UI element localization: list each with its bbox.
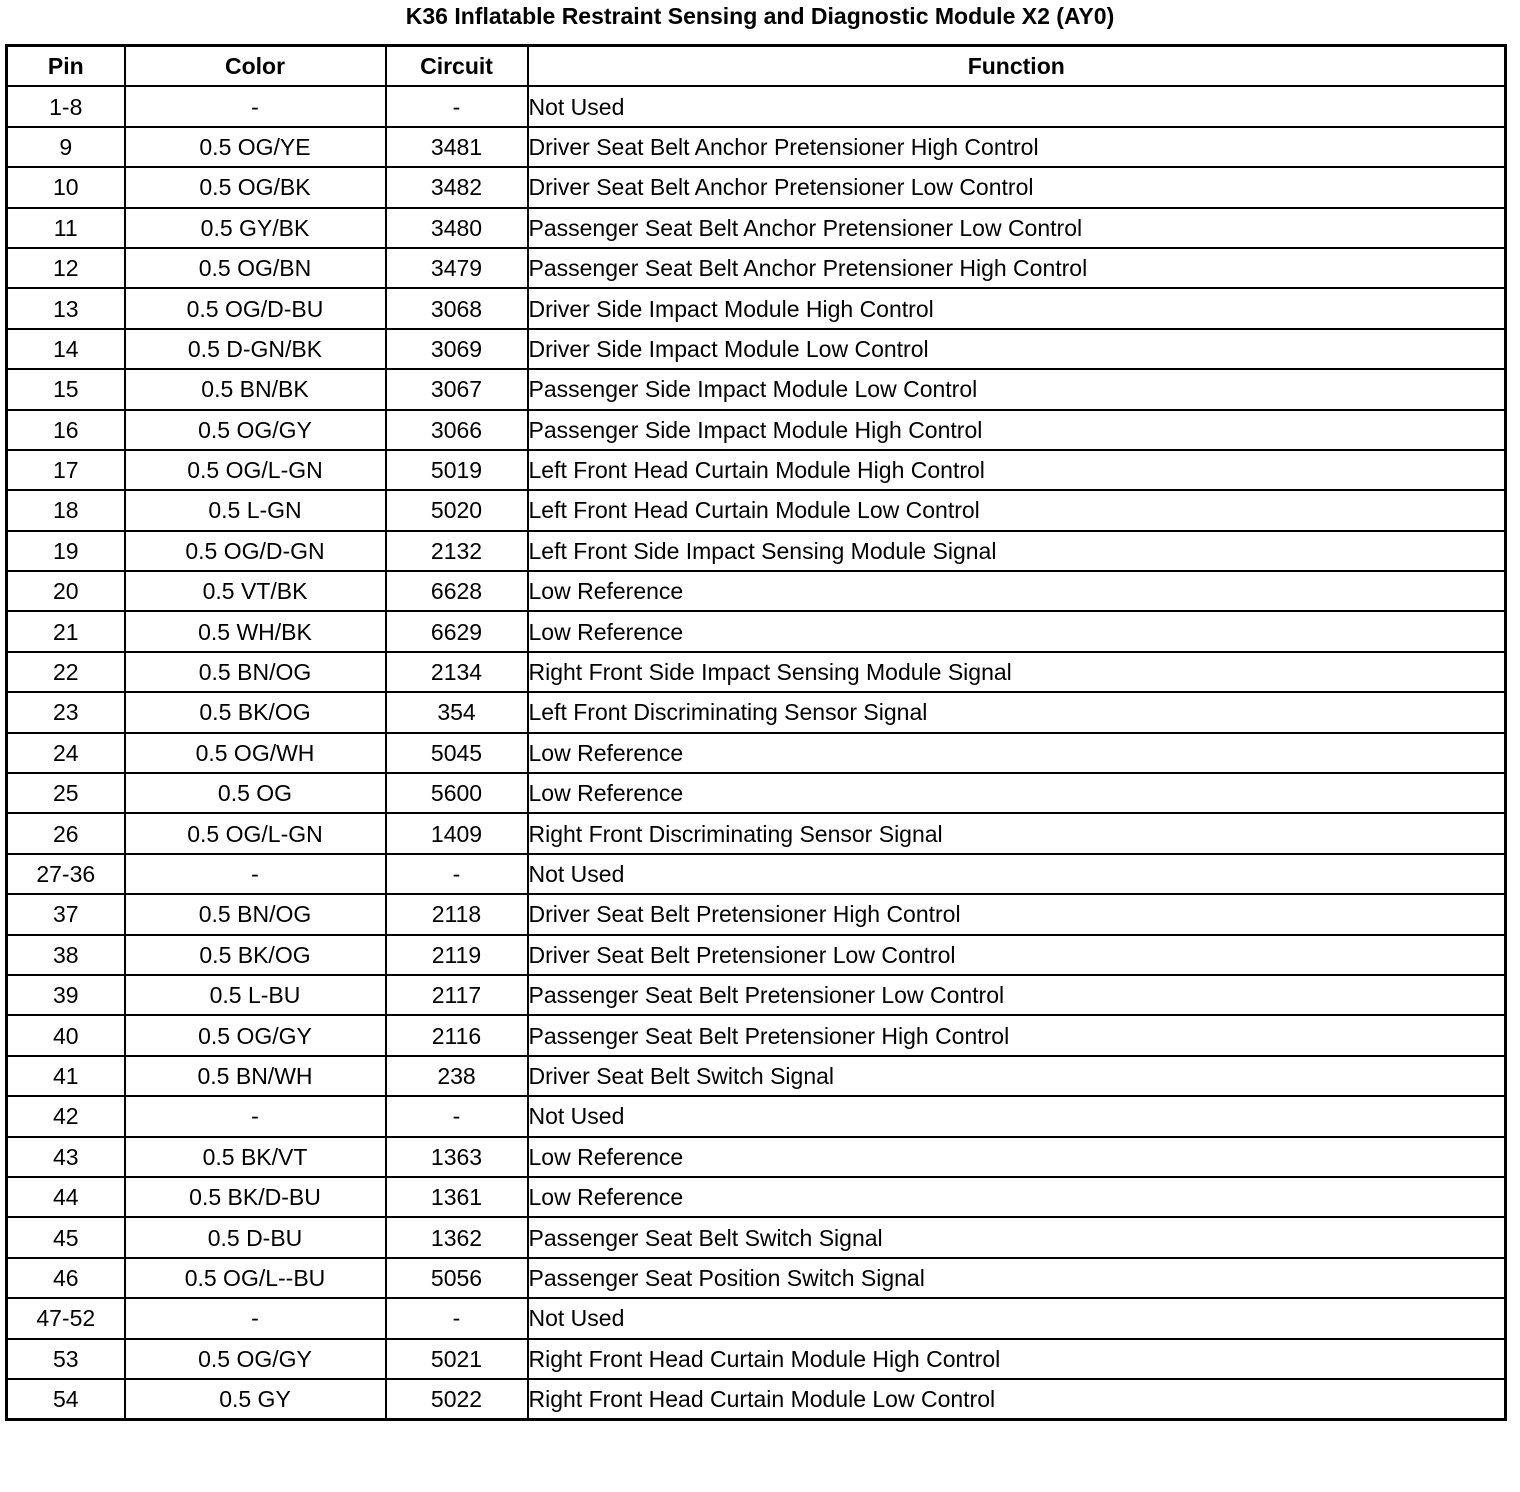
color-cell: 0.5 L-GN	[125, 490, 386, 530]
function-cell: Left Front Discriminating Sensor Signal	[528, 692, 1506, 732]
table-row	[7, 692, 1506, 732]
function-cell: Driver Seat Belt Anchor Pretensioner High Control	[528, 127, 1506, 167]
table-row	[7, 1339, 1506, 1379]
circuit-cell: 2119	[386, 935, 528, 975]
color-cell: 0.5 OG/BK	[125, 167, 386, 207]
function-cell: Right Front Side Impact Sensing Module Signal	[528, 652, 1506, 692]
color-cell: 0.5 WH/BK	[125, 611, 386, 651]
function-cell: Low Reference	[528, 733, 1506, 773]
header-row	[7, 46, 1506, 87]
table-row	[7, 450, 1506, 490]
circuit-cell: 1361	[386, 1177, 528, 1217]
circuit-cell: 5600	[386, 773, 528, 813]
function-cell: Passenger Seat Belt Pretensioner High Control	[528, 1015, 1506, 1055]
pin-cell: 26	[7, 813, 125, 853]
circuit-cell: -	[386, 1298, 528, 1338]
pin-cell: 15	[7, 369, 125, 409]
pin-cell: 45	[7, 1217, 125, 1257]
pin-cell: 25	[7, 773, 125, 813]
function-cell: Left Front Head Curtain Module High Control	[528, 450, 1506, 490]
function-cell: Not Used	[528, 1298, 1506, 1338]
function-cell: Right Front Head Curtain Module High Control	[528, 1339, 1506, 1379]
pin-cell: 37	[7, 894, 125, 934]
table-row	[7, 571, 1506, 611]
pin-cell: 23	[7, 692, 125, 732]
function-cell: Right Front Head Curtain Module Low Control	[528, 1379, 1506, 1420]
color-cell: -	[125, 1096, 386, 1136]
circuit-cell: 2132	[386, 531, 528, 571]
function-cell: Passenger Seat Belt Anchor Pretensioner High Control	[528, 248, 1506, 288]
circuit-cell: 5020	[386, 490, 528, 530]
pin-cell: 11	[7, 208, 125, 248]
pin-cell: 40	[7, 1015, 125, 1055]
circuit-cell: 5019	[386, 450, 528, 490]
function-cell: Passenger Seat Belt Anchor Pretensioner Low Control	[528, 208, 1506, 248]
circuit-cell: 2134	[386, 652, 528, 692]
color-cell: 0.5 OG/GY	[125, 410, 386, 450]
pin-cell: 53	[7, 1339, 125, 1379]
pin-cell: 21	[7, 611, 125, 651]
pin-cell: 47-52	[7, 1298, 125, 1338]
table-row	[7, 1056, 1506, 1096]
function-cell: Low Reference	[528, 1137, 1506, 1177]
function-cell: Not Used	[528, 1096, 1506, 1136]
table-row	[7, 1096, 1506, 1136]
color-cell: 0.5 OG/L-GN	[125, 450, 386, 490]
function-cell: Low Reference	[528, 773, 1506, 813]
circuit-cell: 3481	[386, 127, 528, 167]
pin-cell: 27-36	[7, 854, 125, 894]
pin-cell: 41	[7, 1056, 125, 1096]
circuit-cell: 5056	[386, 1258, 528, 1298]
pin-cell: 13	[7, 288, 125, 328]
table-row	[7, 248, 1506, 288]
color-cell: -	[125, 86, 386, 126]
circuit-cell: 5021	[386, 1339, 528, 1379]
table-row	[7, 288, 1506, 328]
table-row	[7, 652, 1506, 692]
table-row	[7, 1258, 1506, 1298]
pin-cell: 18	[7, 490, 125, 530]
function-cell: Driver Seat Belt Pretensioner High Control	[528, 894, 1506, 934]
table-title: K36 Inflatable Restraint Sensing and Diagnostic Module X2 (AY0)	[405, 3, 1115, 29]
function-cell: Passenger Side Impact Module High Control	[528, 410, 1506, 450]
table-row	[7, 1217, 1506, 1257]
color-cell: 0.5 OG/GY	[125, 1339, 386, 1379]
table-row	[7, 410, 1506, 450]
header-color: Color	[125, 46, 386, 87]
color-cell: 0.5 OG/WH	[125, 733, 386, 773]
header-function: Function	[528, 46, 1506, 87]
pin-cell: 16	[7, 410, 125, 450]
color-cell: 0.5 OG/D-GN	[125, 531, 386, 571]
table-row	[7, 1298, 1506, 1338]
color-cell: 0.5 BK/VT	[125, 1137, 386, 1177]
circuit-cell: 6629	[386, 611, 528, 651]
table-row	[7, 86, 1506, 126]
circuit-cell: -	[386, 86, 528, 126]
table-row	[7, 935, 1506, 975]
function-cell: Not Used	[528, 854, 1506, 894]
table-row	[7, 894, 1506, 934]
function-cell: Low Reference	[528, 611, 1506, 651]
color-cell: 0.5 BN/WH	[125, 1056, 386, 1096]
color-cell: 0.5 OG/BN	[125, 248, 386, 288]
color-cell: 0.5 D-GN/BK	[125, 329, 386, 369]
table-row	[7, 611, 1506, 651]
table-row	[7, 854, 1506, 894]
circuit-cell: 2116	[386, 1015, 528, 1055]
function-cell: Passenger Seat Belt Pretensioner Low Control	[528, 975, 1506, 1015]
function-cell: Driver Side Impact Module High Control	[528, 288, 1506, 328]
table-row	[7, 208, 1506, 248]
circuit-cell: 1409	[386, 813, 528, 853]
circuit-cell: 3067	[386, 369, 528, 409]
pin-cell: 1-8	[7, 86, 125, 126]
pin-cell: 12	[7, 248, 125, 288]
table-row	[7, 733, 1506, 773]
table-row	[7, 1177, 1506, 1217]
table-row	[7, 1137, 1506, 1177]
circuit-cell: -	[386, 854, 528, 894]
pin-cell: 20	[7, 571, 125, 611]
pin-cell: 44	[7, 1177, 125, 1217]
color-cell: 0.5 OG/GY	[125, 1015, 386, 1055]
function-cell: Driver Seat Belt Anchor Pretensioner Low Control	[528, 167, 1506, 207]
circuit-cell: 1362	[386, 1217, 528, 1257]
table-row	[7, 167, 1506, 207]
color-cell: 0.5 BN/BK	[125, 369, 386, 409]
function-cell: Not Used	[528, 86, 1506, 126]
function-cell: Left Front Side Impact Sensing Module Signal	[528, 531, 1506, 571]
color-cell: 0.5 BK/OG	[125, 692, 386, 732]
function-cell: Left Front Head Curtain Module Low Control	[528, 490, 1506, 530]
table-row	[7, 531, 1506, 571]
circuit-cell: 3066	[386, 410, 528, 450]
table-row	[7, 975, 1506, 1015]
circuit-cell: 3068	[386, 288, 528, 328]
pin-cell: 46	[7, 1258, 125, 1298]
color-cell: 0.5 OG	[125, 773, 386, 813]
color-cell: 0.5 BK/D-BU	[125, 1177, 386, 1217]
pin-cell: 38	[7, 935, 125, 975]
function-cell: Passenger Seat Belt Switch Signal	[528, 1217, 1506, 1257]
circuit-cell: 2118	[386, 894, 528, 934]
color-cell: -	[125, 1298, 386, 1338]
color-cell: 0.5 OG/L-GN	[125, 813, 386, 853]
color-cell: 0.5 VT/BK	[125, 571, 386, 611]
function-cell: Driver Seat Belt Switch Signal	[528, 1056, 1506, 1096]
circuit-cell: -	[386, 1096, 528, 1136]
pin-cell: 19	[7, 531, 125, 571]
header-pin: Pin	[7, 46, 125, 87]
color-cell: 0.5 GY/BK	[125, 208, 386, 248]
circuit-cell: 354	[386, 692, 528, 732]
function-cell: Driver Side Impact Module Low Control	[528, 329, 1506, 369]
table-row	[7, 1379, 1506, 1420]
color-cell: 0.5 OG/L--BU	[125, 1258, 386, 1298]
function-cell: Passenger Side Impact Module Low Control	[528, 369, 1506, 409]
pin-cell: 10	[7, 167, 125, 207]
table-row	[7, 813, 1506, 853]
circuit-cell: 1363	[386, 1137, 528, 1177]
pin-cell: 14	[7, 329, 125, 369]
table-row	[7, 127, 1506, 167]
circuit-cell: 3479	[386, 248, 528, 288]
color-cell: 0.5 L-BU	[125, 975, 386, 1015]
color-cell: 0.5 BK/OG	[125, 935, 386, 975]
pinout-table	[5, 44, 1507, 1421]
pin-cell: 42	[7, 1096, 125, 1136]
function-cell: Passenger Seat Position Switch Signal	[528, 1258, 1506, 1298]
function-cell: Low Reference	[528, 571, 1506, 611]
table-row	[7, 369, 1506, 409]
circuit-cell: 5022	[386, 1379, 528, 1420]
color-cell: 0.5 GY	[125, 1379, 386, 1420]
color-cell: 0.5 BN/OG	[125, 894, 386, 934]
color-cell: 0.5 OG/YE	[125, 127, 386, 167]
table-row	[7, 329, 1506, 369]
circuit-cell: 3069	[386, 329, 528, 369]
color-cell: 0.5 OG/D-BU	[125, 288, 386, 328]
circuit-cell: 3482	[386, 167, 528, 207]
circuit-cell: 3480	[386, 208, 528, 248]
circuit-cell: 6628	[386, 571, 528, 611]
header-circuit: Circuit	[386, 46, 528, 87]
pin-cell: 43	[7, 1137, 125, 1177]
circuit-cell: 5045	[386, 733, 528, 773]
circuit-cell: 2117	[386, 975, 528, 1015]
pin-cell: 9	[7, 127, 125, 167]
table-row	[7, 1015, 1506, 1055]
color-cell: -	[125, 854, 386, 894]
function-cell: Low Reference	[528, 1177, 1506, 1217]
circuit-cell: 238	[386, 1056, 528, 1096]
pin-cell: 54	[7, 1379, 125, 1420]
pin-cell: 22	[7, 652, 125, 692]
function-cell: Driver Seat Belt Pretensioner Low Control	[528, 935, 1506, 975]
color-cell: 0.5 D-BU	[125, 1217, 386, 1257]
pin-cell: 17	[7, 450, 125, 490]
table-row	[7, 490, 1506, 530]
color-cell: 0.5 BN/OG	[125, 652, 386, 692]
table-row	[7, 773, 1506, 813]
function-cell: Right Front Discriminating Sensor Signal	[528, 813, 1506, 853]
pin-cell: 39	[7, 975, 125, 1015]
pin-cell: 24	[7, 733, 125, 773]
